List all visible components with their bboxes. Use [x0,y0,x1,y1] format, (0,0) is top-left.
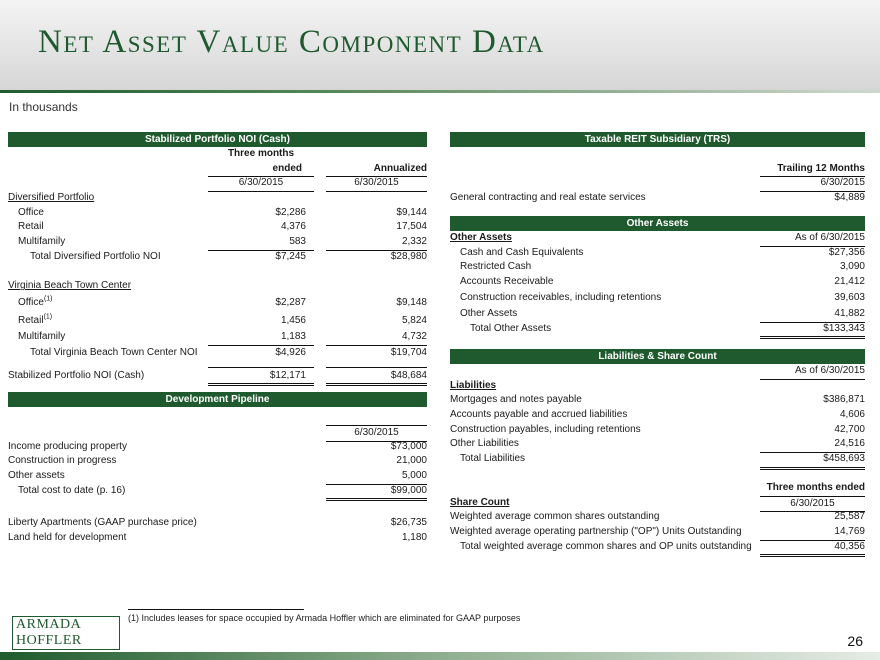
table-row [450,290,865,306]
spacer-row [8,407,427,425]
table-row [8,206,427,221]
row-label: Multifamily [18,330,66,342]
row-label: Land held for development [8,532,127,544]
table-row-total [8,484,427,499]
row-label: Construction receivables, including retentions [460,291,662,303]
noi-date-2: 6/30/2015 [326,176,427,192]
pipeline-date: 6/30/2015 [326,425,427,442]
row-label: Total weighted average common shares and OP units outstanding [460,540,752,552]
liabilities-panel [450,349,865,554]
table-row [8,516,427,531]
row-label: Office$^{(1)}$ [18,295,53,308]
trs-head-row [450,162,865,177]
row-label: Office [18,206,44,218]
row-value-2: $9,144 [396,206,427,218]
row-label: Liberty Apartments (GAAP purchase price) [8,517,197,529]
spacer-row [450,147,865,162]
row-label: Mortgages and notes payable [450,394,582,406]
row-value: 39,603 [834,291,865,303]
pipeline-bar: Development Pipeline [8,392,427,407]
row-value-1: $2,286 [275,206,306,218]
noi-col1-head-a: Three months [227,148,295,159]
spacer-row [450,467,865,481]
table-row-total [8,250,427,265]
row-label: Construction in progress [8,455,117,467]
row-value: $27,356 [828,246,865,258]
noi-date-row [8,176,427,191]
row-label: Other assets [8,470,65,482]
noi-head-row-1 [8,147,427,162]
spacer-row [8,265,427,280]
other-assets-head-label: Other Assets [450,232,512,243]
other-assets-panel [450,216,865,336]
row-label: Income producing property [8,440,127,452]
row-value-1: 1,183 [208,330,314,346]
row-label: Total Other Assets [470,322,552,334]
table-row [450,191,865,206]
diversified-label: Diversified Portfolio [8,192,95,204]
share-label: Share Count [450,496,510,508]
trs-date: 6/30/2015 [760,176,865,192]
row-value: $386,871 [823,394,865,406]
noi-date-1: 6/30/2015 [208,176,314,192]
row-value: 1,180 [401,532,427,544]
liabilities-head-label: Liabilities [450,379,497,391]
row-value-2: 4,732 [326,330,427,346]
table-row [8,531,427,546]
vb-label: Virginia Beach Town Center [8,280,132,292]
noi-bar: Stabilized Portfolio NOI (Cash) [8,132,427,147]
row-label: Multifamily [18,236,66,248]
footnote: (1) Includes leases for space occupied by Armada Hoffler which are eliminated for GAAP purposes [128,613,521,623]
table-row [8,440,427,455]
row-label: Restricted Cash [460,261,532,273]
row-label: Weighted average operating partnership ("OP") Units Outstanding [450,525,742,537]
row-value: $26,735 [390,517,427,529]
trs-col-head: Trailing 12 Months [760,162,865,178]
row-label: Accounts payable and accrued liabilities [450,409,628,421]
row-value-1: $7,245 [275,250,306,262]
row-value-2: $48,684 [326,369,427,387]
table-row [450,437,865,452]
row-value-2: $9,148 [396,296,427,308]
table-row-grand-total [8,369,427,384]
row-value: $458,693 [760,452,865,470]
table-row [8,220,427,235]
row-value-2: $19,704 [390,346,427,358]
row-value-1: $4,926 [275,346,306,358]
noi-col2-head: Annualized [326,162,427,178]
other-assets-head-date: As of 6/30/2015 [760,231,865,247]
units-subtitle: In thousands [9,100,78,114]
row-value: 21,412 [834,276,865,288]
row-label: Accounts Receivable [460,276,554,288]
table-row [450,246,865,261]
row-label: Total Virginia Beach Town Center NOI [30,346,198,358]
table-row [8,469,427,484]
pipeline-panel [8,392,427,546]
noi-head-row-2 [8,162,427,177]
table-row-total [450,452,865,467]
row-value: $133,343 [760,322,865,340]
table-row [450,260,865,275]
trs-panel [450,132,865,206]
row-value: 14,769 [760,525,865,541]
row-value: 25,587 [834,511,865,523]
trs-date-row [450,176,865,191]
table-row [8,294,427,312]
liabilities-head-date: As of 6/30/2015 [760,364,865,380]
row-value: 4,606 [839,409,865,421]
company-logo [12,616,120,648]
row-value: $73,000 [390,440,427,452]
other-assets-head-row [450,231,865,246]
table-row [450,306,865,322]
row-label: Other Assets [460,307,518,319]
noi-section-diversified [8,191,427,206]
logo-main-text: ARMADA HOFFLER [12,616,120,650]
row-value: 40,356 [760,540,865,558]
table-row [8,330,427,345]
liabilities-bar: Liabilities & Share Count [450,349,865,364]
share-col-head: Three months ended [766,481,865,493]
noi-panel [8,132,427,383]
row-value: 41,882 [760,306,865,323]
table-row [450,525,865,540]
liabilities-date-row [450,364,865,379]
row-label: Stabilized Portfolio NOI (Cash) [8,369,145,381]
row-value: $4,889 [834,192,865,204]
row-value: 24,516 [760,437,865,453]
table-row [8,235,427,250]
table-row [8,312,427,330]
row-label: Other Liabilities [450,438,519,450]
row-label: General contracting and real estate services [450,192,646,204]
row-value: 5,000 [326,469,427,485]
row-value-2: 5,824 [401,314,427,326]
row-value: $99,000 [326,484,427,502]
spacer-row [8,498,427,516]
row-label: Weighted average common shares outstanding [450,511,660,523]
row-value-2: 2,332 [326,235,427,251]
noi-col1-head-b: ended [208,162,314,178]
page-title: Net Asset Value Component Data [38,24,545,60]
row-value-2: 17,504 [396,221,427,233]
share-head-row [450,481,865,496]
table-row-total [450,540,865,555]
row-label: Retail [18,221,44,233]
row-label: Total Liabilities [460,453,526,465]
row-value-1: 583 [208,235,314,251]
table-row [450,423,865,438]
table-row [450,275,865,290]
row-value: 42,700 [834,423,865,435]
spacer-row [8,361,427,369]
row-value-1: 4,376 [280,221,306,233]
table-row [450,393,865,408]
row-value-2: $28,980 [390,250,427,262]
table-row [450,510,865,525]
share-date: 6/30/2015 [760,496,865,513]
row-value-1: 1,456 [280,314,306,326]
noi-section-vb [8,279,427,294]
header-rule [0,90,880,93]
row-label: Retail$^{(1)}$ [18,313,53,326]
trs-bar: Taxable REIT Subsidiary (TRS) [450,132,865,147]
table-row-total [450,322,865,337]
table-row [450,408,865,423]
share-date-row [450,496,865,511]
pipeline-date-row [8,425,427,440]
row-label: Cash and Cash Equivalents [460,246,584,258]
row-value-1: $2,287 [275,296,306,308]
bottom-band [0,652,880,660]
table-row [8,454,427,469]
row-value-1: $12,171 [208,369,314,387]
row-label: Construction payables, including retentions [450,423,641,435]
row-label: Total Diversified Portfolio NOI [30,250,161,262]
table-row-total [8,345,427,361]
row-value: 3,090 [839,261,865,273]
liabilities-head-row [450,379,865,394]
other-assets-bar: Other Assets [450,216,865,231]
row-value: 21,000 [396,455,427,467]
row-label: Total cost to date (p. 16) [18,484,126,496]
page-number: 26 [847,633,863,649]
footnote-rule [128,609,304,610]
